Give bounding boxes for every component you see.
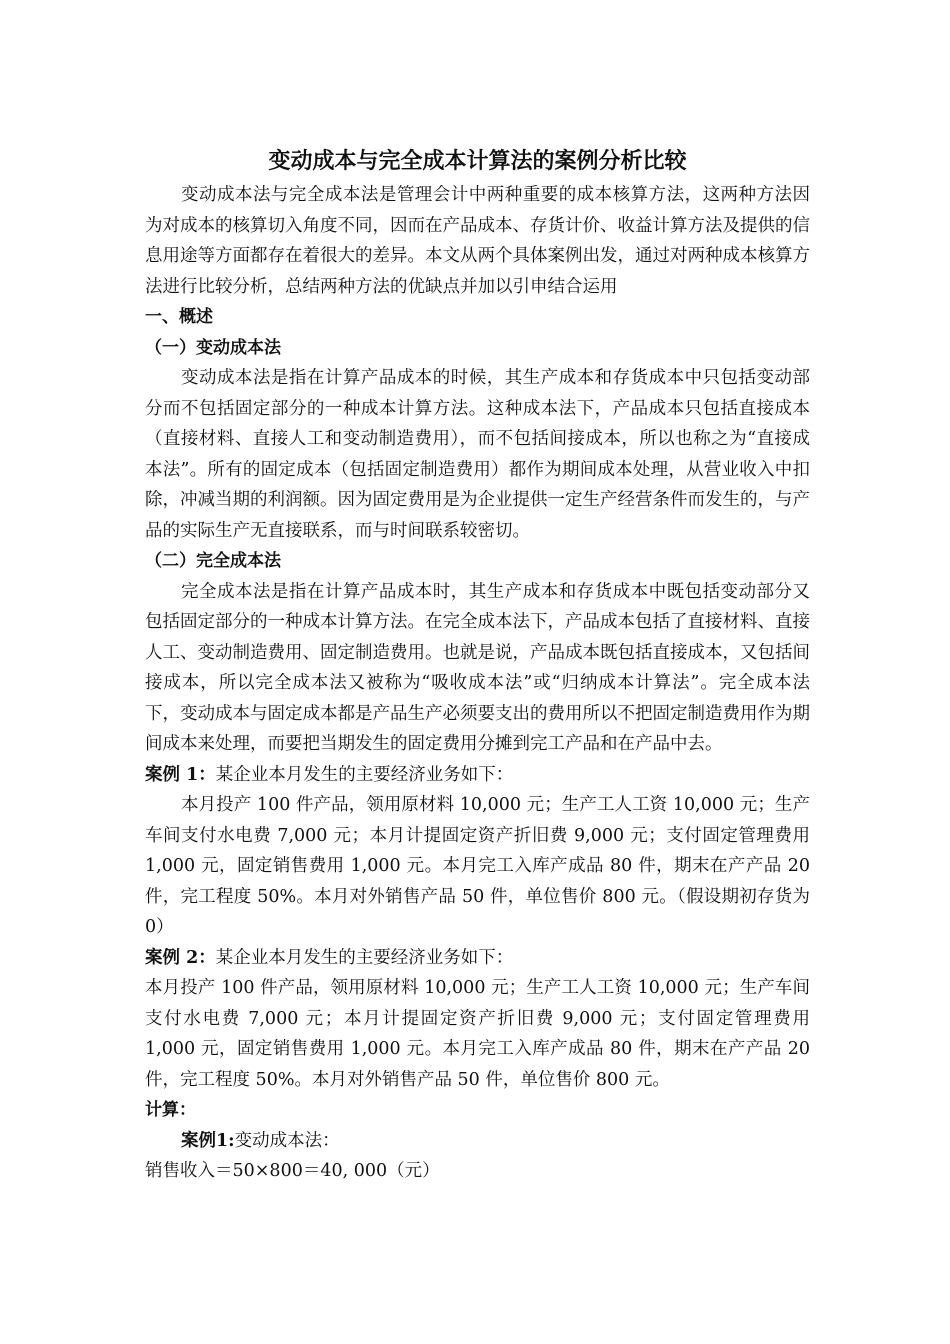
case2-label: 案例 2： (145, 947, 216, 968)
intro-paragraph: 变动成本法与完全成本法是管理会计中两种重要的成本核算方法，这两种方法因为对成本的核算切入角度不同，因而在产品成本、存货计价、收益计算方法及提供的信息用途等方面都存在着很大的差异。本文从两个具体案例出发，通过对两种成本核算方法进行比较分析，总结两种方法的优缺点并加以引申结合运用 (145, 185, 810, 297)
case1-title-line (145, 760, 810, 791)
subheading-absorption-costing: （二）完全成本法 (145, 551, 281, 571)
case2-title-line (145, 943, 810, 974)
subheading-variable-costing: （一）变动成本法 (145, 337, 281, 358)
case2-intro: 某企业本月发生的主要经济业务如下： (215, 947, 514, 968)
section-heading-overview: 一、概述 (145, 307, 213, 327)
absorption-costing-paragraph: 完全成本法是指在计算产品成本时，其生产成本和存货成本中既包括变动部分又包括固定部分的一种成本计算方法。在完全成本法下，产品成本包括了直接材料、直接人工、变动制造费用、固定制造费用。也就是说，产品成本既包括直接成本，又包括间接成本，所以完全成本法又被称为“吸收成本法”或“归纳成本计算法”。完全成本法下，变动成本与固定成本都是产品生产必须要支出的费用所以不把固定制造费用作为期间成本来处理，而要把当期发生的固定费用分摊到完工产品和在产品中去。 (145, 581, 810, 754)
calc-sales-revenue-line: 销售收入＝50×800＝40, 000（元） (145, 1161, 440, 1181)
case1-paragraph: 本月投产 100 件产品，领用原材料 10,000 元；生产工人工资 10,000 元；生产车间支付水电费 7,000 元；本月计提固定资产折旧费 9,000 元；支付固定管理费用 1,000 元，固定销售费用 1,000 元。本月完工入库产成品 80 件，期末在产产品 20 件，完工程度 50%。本月对外销售产品 50 件，单位售价 800 元。（假设期初存货为 0） (145, 795, 810, 937)
calc-case1-label: 案例1: (181, 1130, 235, 1151)
document-page (145, 146, 810, 1187)
variable-costing-paragraph: 变动成本法是指在计算产品成本的时候，其生产成本和存货成本中只包括变动部分而不包括固定部分的一种成本计算方法。这种成本法下，产品成本只包括直接成本（直接材料、直接人工和变动制造费用），而不包括间接成本，所以也称之为“直接成本法”。所有的固定成本（包括固定制造费用）都作为期间成本处理，从营业收入中扣除，冲减当期的利润额。因为固定费用是为企业提供一定生产经营条件而发生的，与产品的实际生产无直接联系，而与时间联系较密切。 (145, 368, 810, 541)
case2-paragraph: 本月投产 100 件产品，领用原材料 10,000 元；生产工人工资 10,000 元；生产车间支付水电费 7,000 元；本月计提固定资产折旧费 9,000 元；支付固定管理费用 1,000 元，固定销售费用 1,000 元。本月完工入库产成品 80 件，期末在产产品 20 件，完工程度 50%。本月对外销售产品 50 件，单位售价 800 元。 (145, 978, 810, 1090)
document-title: 变动成本与完全成本计算法的案例分析比较 (268, 149, 687, 174)
case1-label: 案例 1： (145, 764, 216, 785)
calculation-heading: 计算： (145, 1100, 196, 1120)
calc-case1-method: 变动成本法： (234, 1130, 340, 1151)
case1-intro: 某企业本月发生的主要经济业务如下： (215, 764, 514, 785)
calc-case1-line (145, 1126, 810, 1157)
